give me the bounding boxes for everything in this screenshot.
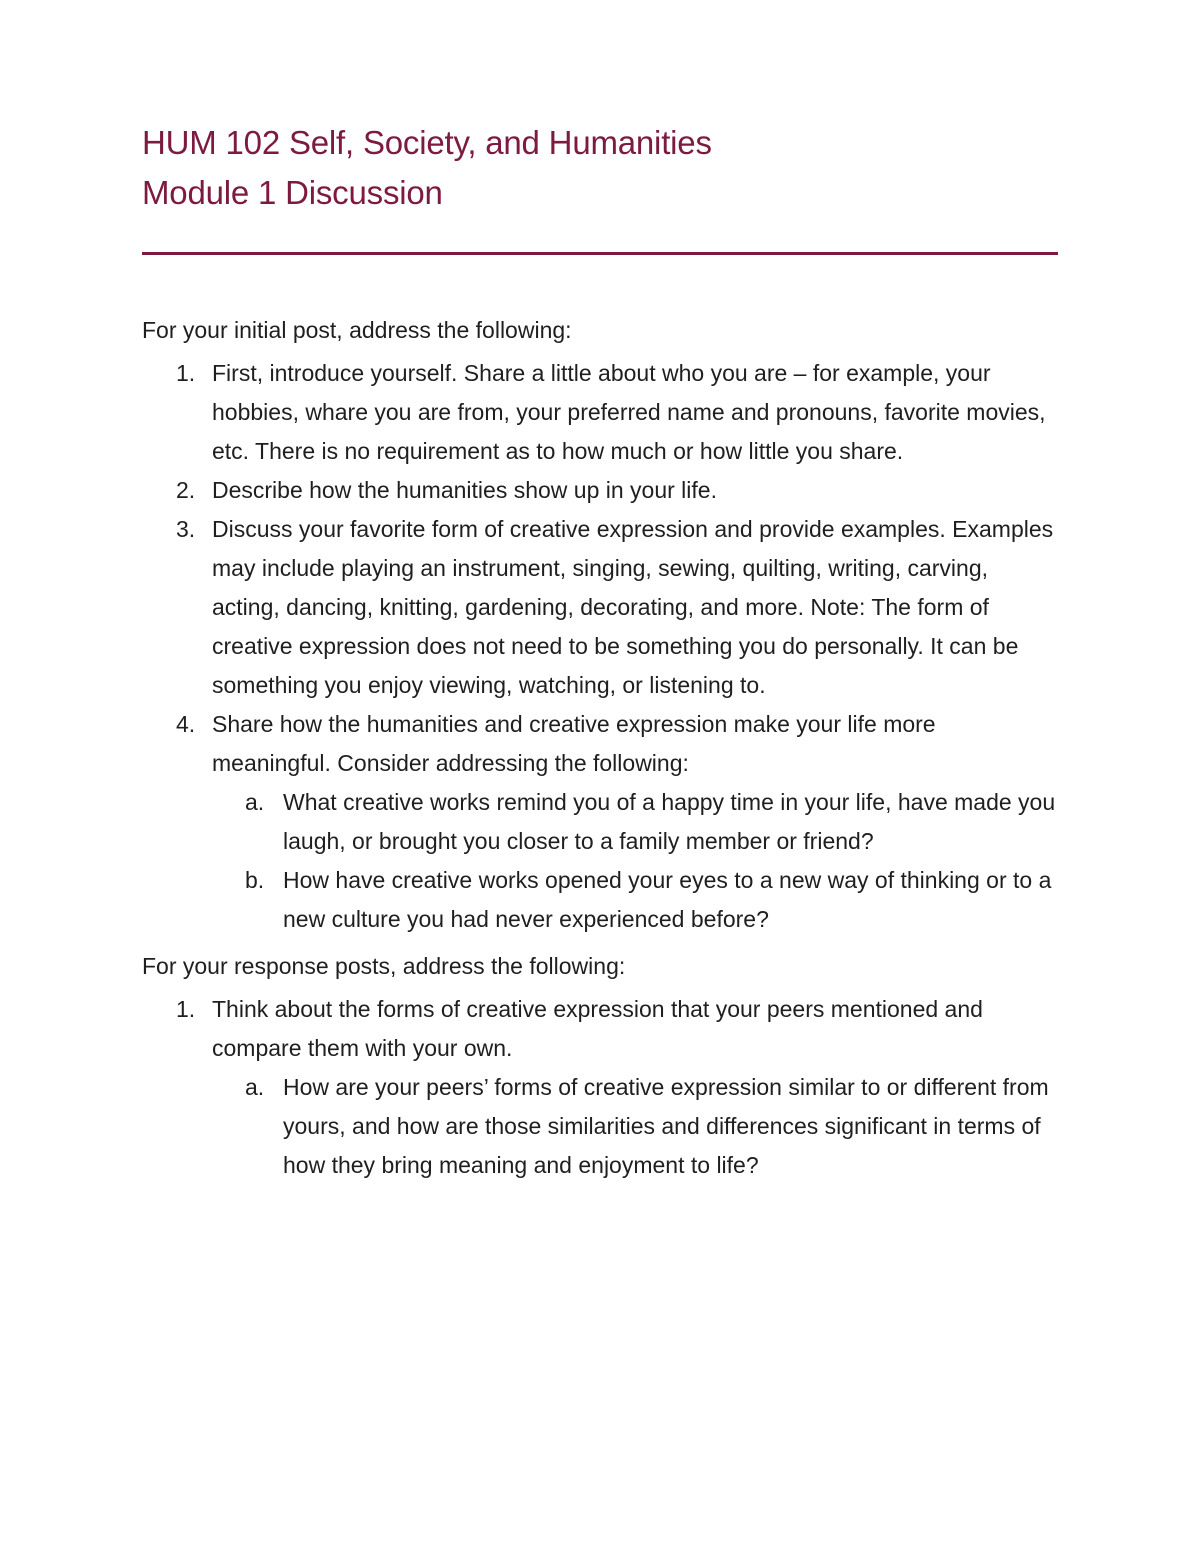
module-title: Module 1 Discussion — [142, 174, 443, 211]
initial-post-intro: For your initial post, address the following: — [142, 317, 572, 343]
list-item-text: Think about the forms of creative expression that your peers mentioned and compare them with your own. — [212, 996, 983, 1061]
list-item — [142, 510, 1058, 705]
list-item-text: First, introduce yourself. Share a little about who you are – for example, your hobbies, whare you are from, your preferred name and pronouns, favorite movies, etc. There is no requirement as to how much or how little you share. — [212, 360, 1046, 464]
document-page — [142, 118, 1058, 1193]
list-number: 1. — [176, 996, 196, 1022]
sub-list-letter: a. — [245, 1074, 265, 1100]
sub-list-letter: a. — [245, 789, 265, 815]
list-item — [142, 705, 1058, 939]
title-divider — [142, 252, 1058, 255]
sub-list-item-text: How are your peers’ forms of creative expression similar to or different from yours, and how are those similarities and differences significant in terms of how they bring meaning and enjoyment to life? — [283, 1074, 1049, 1178]
sub-list — [212, 783, 1058, 939]
course-title: HUM 102 Self, Society, and Humanities — [142, 124, 712, 161]
sub-list-item-text: How have creative works opened your eyes to a new way of thinking or to a new culture you had never experienced before? — [283, 867, 1052, 932]
list-number: 4. — [176, 711, 196, 737]
list-number: 2. — [176, 477, 196, 503]
list-item-text: Discuss your favorite form of creative expression and provide examples. Examples may include playing an instrument, singing, sewing, quilting, writing, carving, acting, dancing, knitting, gardening, decorating, and more. Note: The form of creative expression does not need to be something you do personally. It can be something you enjoy viewing, watching, or listening to. — [212, 516, 1054, 698]
list-item — [142, 354, 1058, 471]
page-title — [142, 118, 1058, 218]
list-number: 1. — [176, 360, 196, 386]
sub-list-item-text: What creative works remind you of a happy time in your life, have made you laugh, or brought you closer to a family member or friend? — [283, 789, 1056, 854]
response-post-list — [142, 990, 1058, 1185]
sub-list-item — [212, 1068, 1058, 1185]
initial-post-list — [142, 354, 1058, 939]
sub-list-item — [212, 783, 1058, 861]
sub-list-letter: b. — [245, 867, 265, 893]
list-number: 3. — [176, 516, 196, 542]
list-item-text: Share how the humanities and creative expression make your life more meaningful. Consider addressing the following: — [212, 711, 936, 776]
list-item-text: Describe how the humanities show up in your life. — [212, 477, 717, 503]
response-post-intro: For your response posts, address the following: — [142, 953, 626, 979]
list-item — [142, 990, 1058, 1185]
sub-list — [212, 1068, 1058, 1185]
list-item — [142, 471, 1058, 510]
sub-list-item — [212, 861, 1058, 939]
